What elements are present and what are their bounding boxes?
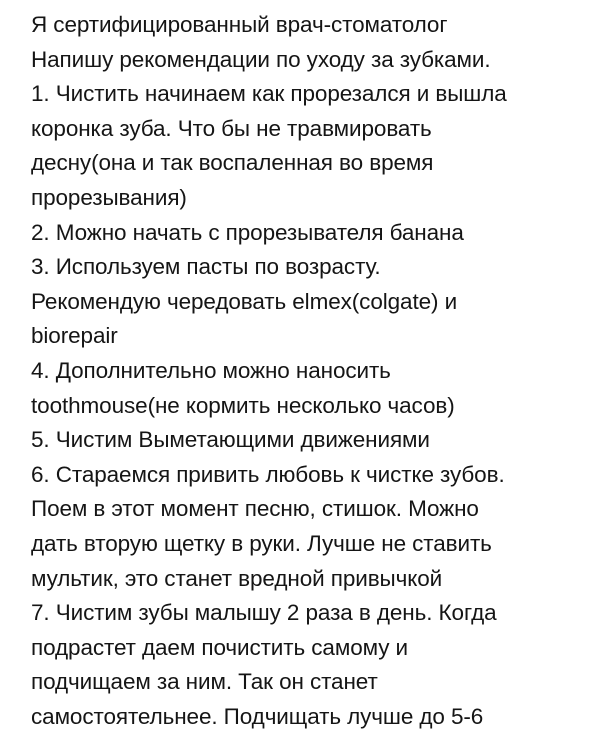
- recommendation-line: 6. Стараемся привить любовь к чистке зубов.: [31, 461, 505, 487]
- recommendation-line: дать вторую щетку в руки. Лучше не ставить: [31, 530, 492, 556]
- recommendation-line: 7. Чистим зубы малышу 2 раза в день. Когда: [31, 600, 497, 626]
- recommendation-line: прорезывания): [31, 184, 187, 210]
- recommendation-line: Поем в этот момент песню, стишок. Можно: [31, 496, 479, 522]
- intro-line: Напишу рекомендации по уходу за зубками.: [31, 46, 491, 72]
- intro-line: Я сертифицированный врач-стоматолог: [31, 12, 448, 37]
- recommendation-line: подчищаем за ним. Так он станет: [31, 669, 378, 695]
- recommendation-line: Рекомендую чередовать elmex(colgate) и: [31, 288, 458, 314]
- recommendation-line: 4. Дополнительно можно наносить: [31, 357, 391, 383]
- recommendation-line: 5. Чистим Выметающими движениями: [31, 427, 430, 453]
- recommendation-line: 2. Можно начать с прорезывателя банана: [31, 219, 464, 245]
- recommendation-line: подрастет даем почистить самому и: [31, 634, 408, 660]
- recommendation-line: самостоятельнее. Подчищать лучше до 5-6: [31, 703, 484, 729]
- recommendation-line: коронка зуба. Что бы не травмировать: [31, 115, 432, 141]
- recommendation-line: toothmouse(не кормить несколько часов): [31, 392, 455, 418]
- recommendation-line: 1. Чистить начинаем как прорезался и вышла: [31, 81, 507, 107]
- recommendation-line: мультик, это станет вредной привычкой: [31, 565, 443, 591]
- recommendation-line: 3. Используем пасты по возрасту.: [31, 254, 381, 280]
- recommendation-line: biorepair: [31, 323, 118, 349]
- recommendation-line: десну(она и так воспаленная во время: [31, 150, 434, 176]
